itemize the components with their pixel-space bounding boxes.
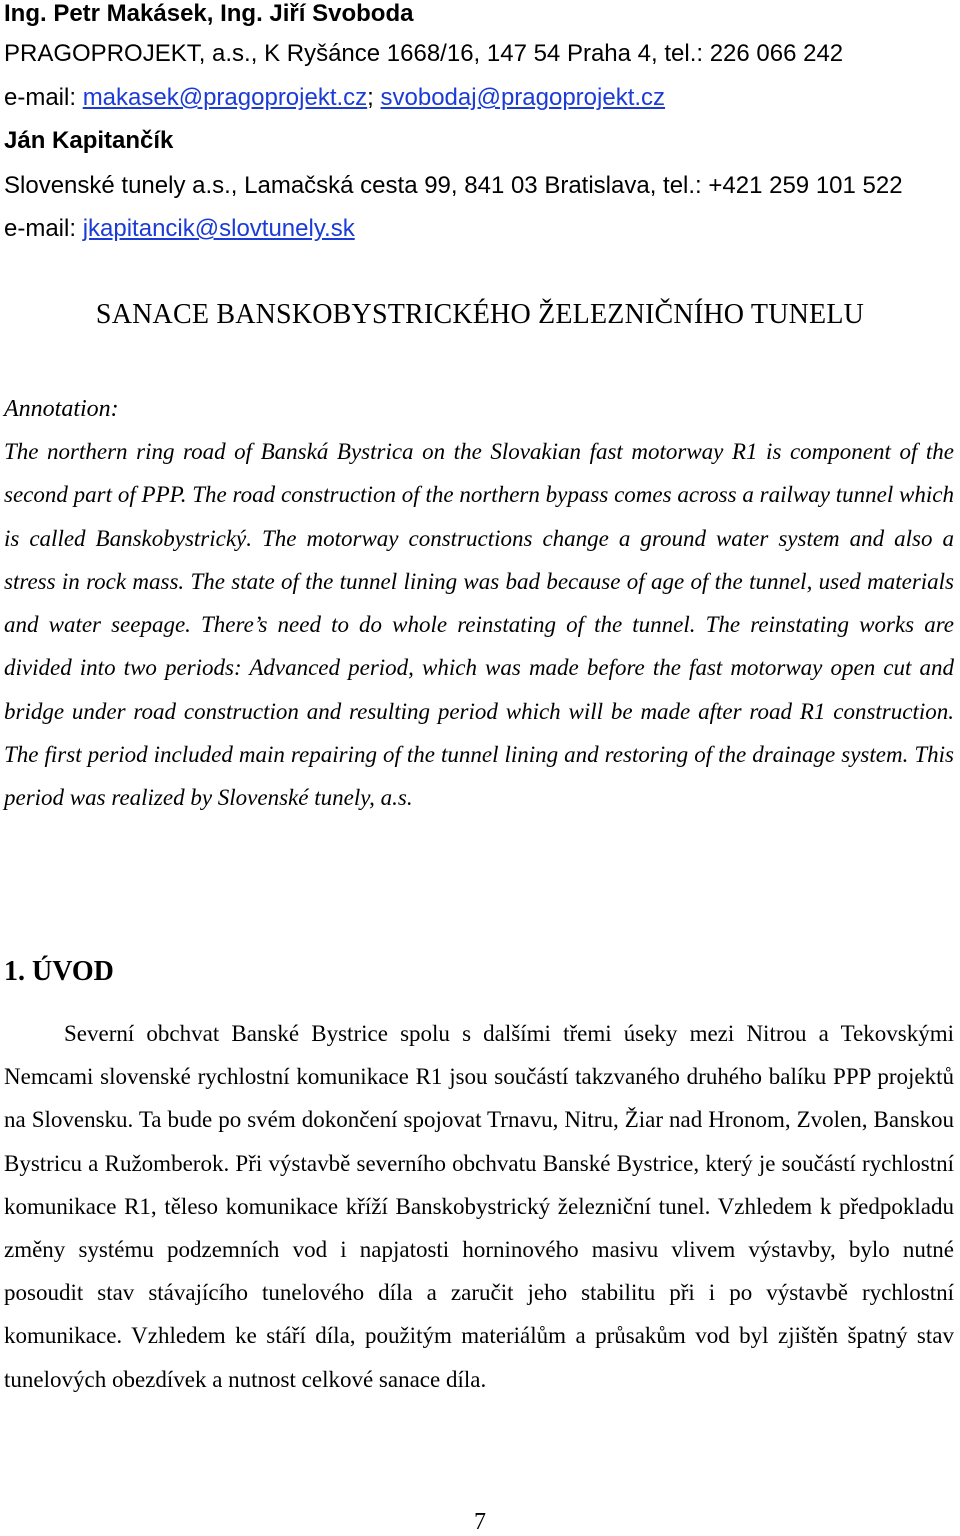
- section-heading-uvod: 1. ÚVOD: [4, 956, 114, 987]
- company-address-slovenske-tunely: Slovenské tunely a.s., Lamačská cesta 99, 841 03 Bratislava, tel.: +421 259 101 522: [4, 172, 903, 199]
- email-separator: ;: [367, 84, 381, 111]
- author-name-kapitancik: Ján Kapitančík: [4, 127, 174, 154]
- author-names: Ing. Petr Makásek, Ing. Jiří Svoboda: [4, 0, 414, 27]
- email-link-makasek[interactable]: makasek@pragoprojekt.cz: [82, 84, 368, 111]
- email-label: e-mail:: [4, 84, 83, 111]
- annotation-text: The northern ring road of Banská Bystrica on the Slovakian fast motorway R1 is component of the second part of PPP. The road construction of the northern bypass comes across a railway tunnel which is called Banskobystrický. The motorway constructions change a ground water system and also a stress in rock mass. The state of the tunnel lining was bad because of age of the tunnel, used materials and water seepage. There’s need to do whole reinstating of the tunnel. The reinstating works are divided into two periods: Advanced period, which was made before the fast motorway open cut and bridge under road construction and resulting period which will be made after road R1 construction. The first period included main repairing of the tunnel lining and restoring of the drainage system. This period was realized by Slovenské tunely, a.s.: [4, 439, 954, 811]
- email-line-1: [4, 84, 665, 112]
- email-link-svobodaj[interactable]: svobodaj@pragoprojekt.cz: [380, 84, 666, 111]
- paper-title: SANACE BANSKOBYSTRICKÉHO ŽELEZNIČNÍHO TUNELU: [95, 299, 865, 330]
- company-address-pragoprojekt: PRAGOPROJEKT, a.s., K Ryšánce 1668/16, 147 54 Praha 4, tel.: 226 066 242: [4, 40, 844, 67]
- annotation-label: Annotation:: [4, 396, 119, 422]
- email-label: e-mail:: [4, 215, 83, 242]
- email-line-2: [4, 215, 355, 243]
- page-number: 7: [474, 1509, 486, 1535]
- section-uvod-text: Severní obchvat Banské Bystrice spolu s dalšími třemi úseky mezi Nitrou a Tekovskými Nemcami slovenské rychlostní komunikace R1 jsou součástí takzvaného druhého balíku PPP projektů na Slovensku. Ta bude po svém dokončení spojovat Trnavu, Nitru, Žiar nad Hronom, Zvolen, Banskou Bystricu a Ružomberok. Při výstavbě severního obchvatu Banské Bystrice, který je součástí rychlostní komunikace R1, těleso komunikace kříží Banskobystrický železniční tunel. Vzhledem k předpokladu změny systému podzemních vod i napjatosti horninového masivu vlivem výstavby, bylo nutné posoudit stav stávajícího tunelového díla a zaručit jeho stabilitu při i po výstavbě rychlostní komunikace. Vzhledem ke stáří díla, použitým materiálům a průsakům vod byl zjištěn špatný stav tunelových obezdívek a nutnost celkové sanace díla.: [4, 1021, 954, 1392]
- email-link-jkapitancik[interactable]: jkapitancik@slovtunely.sk: [82, 215, 355, 242]
